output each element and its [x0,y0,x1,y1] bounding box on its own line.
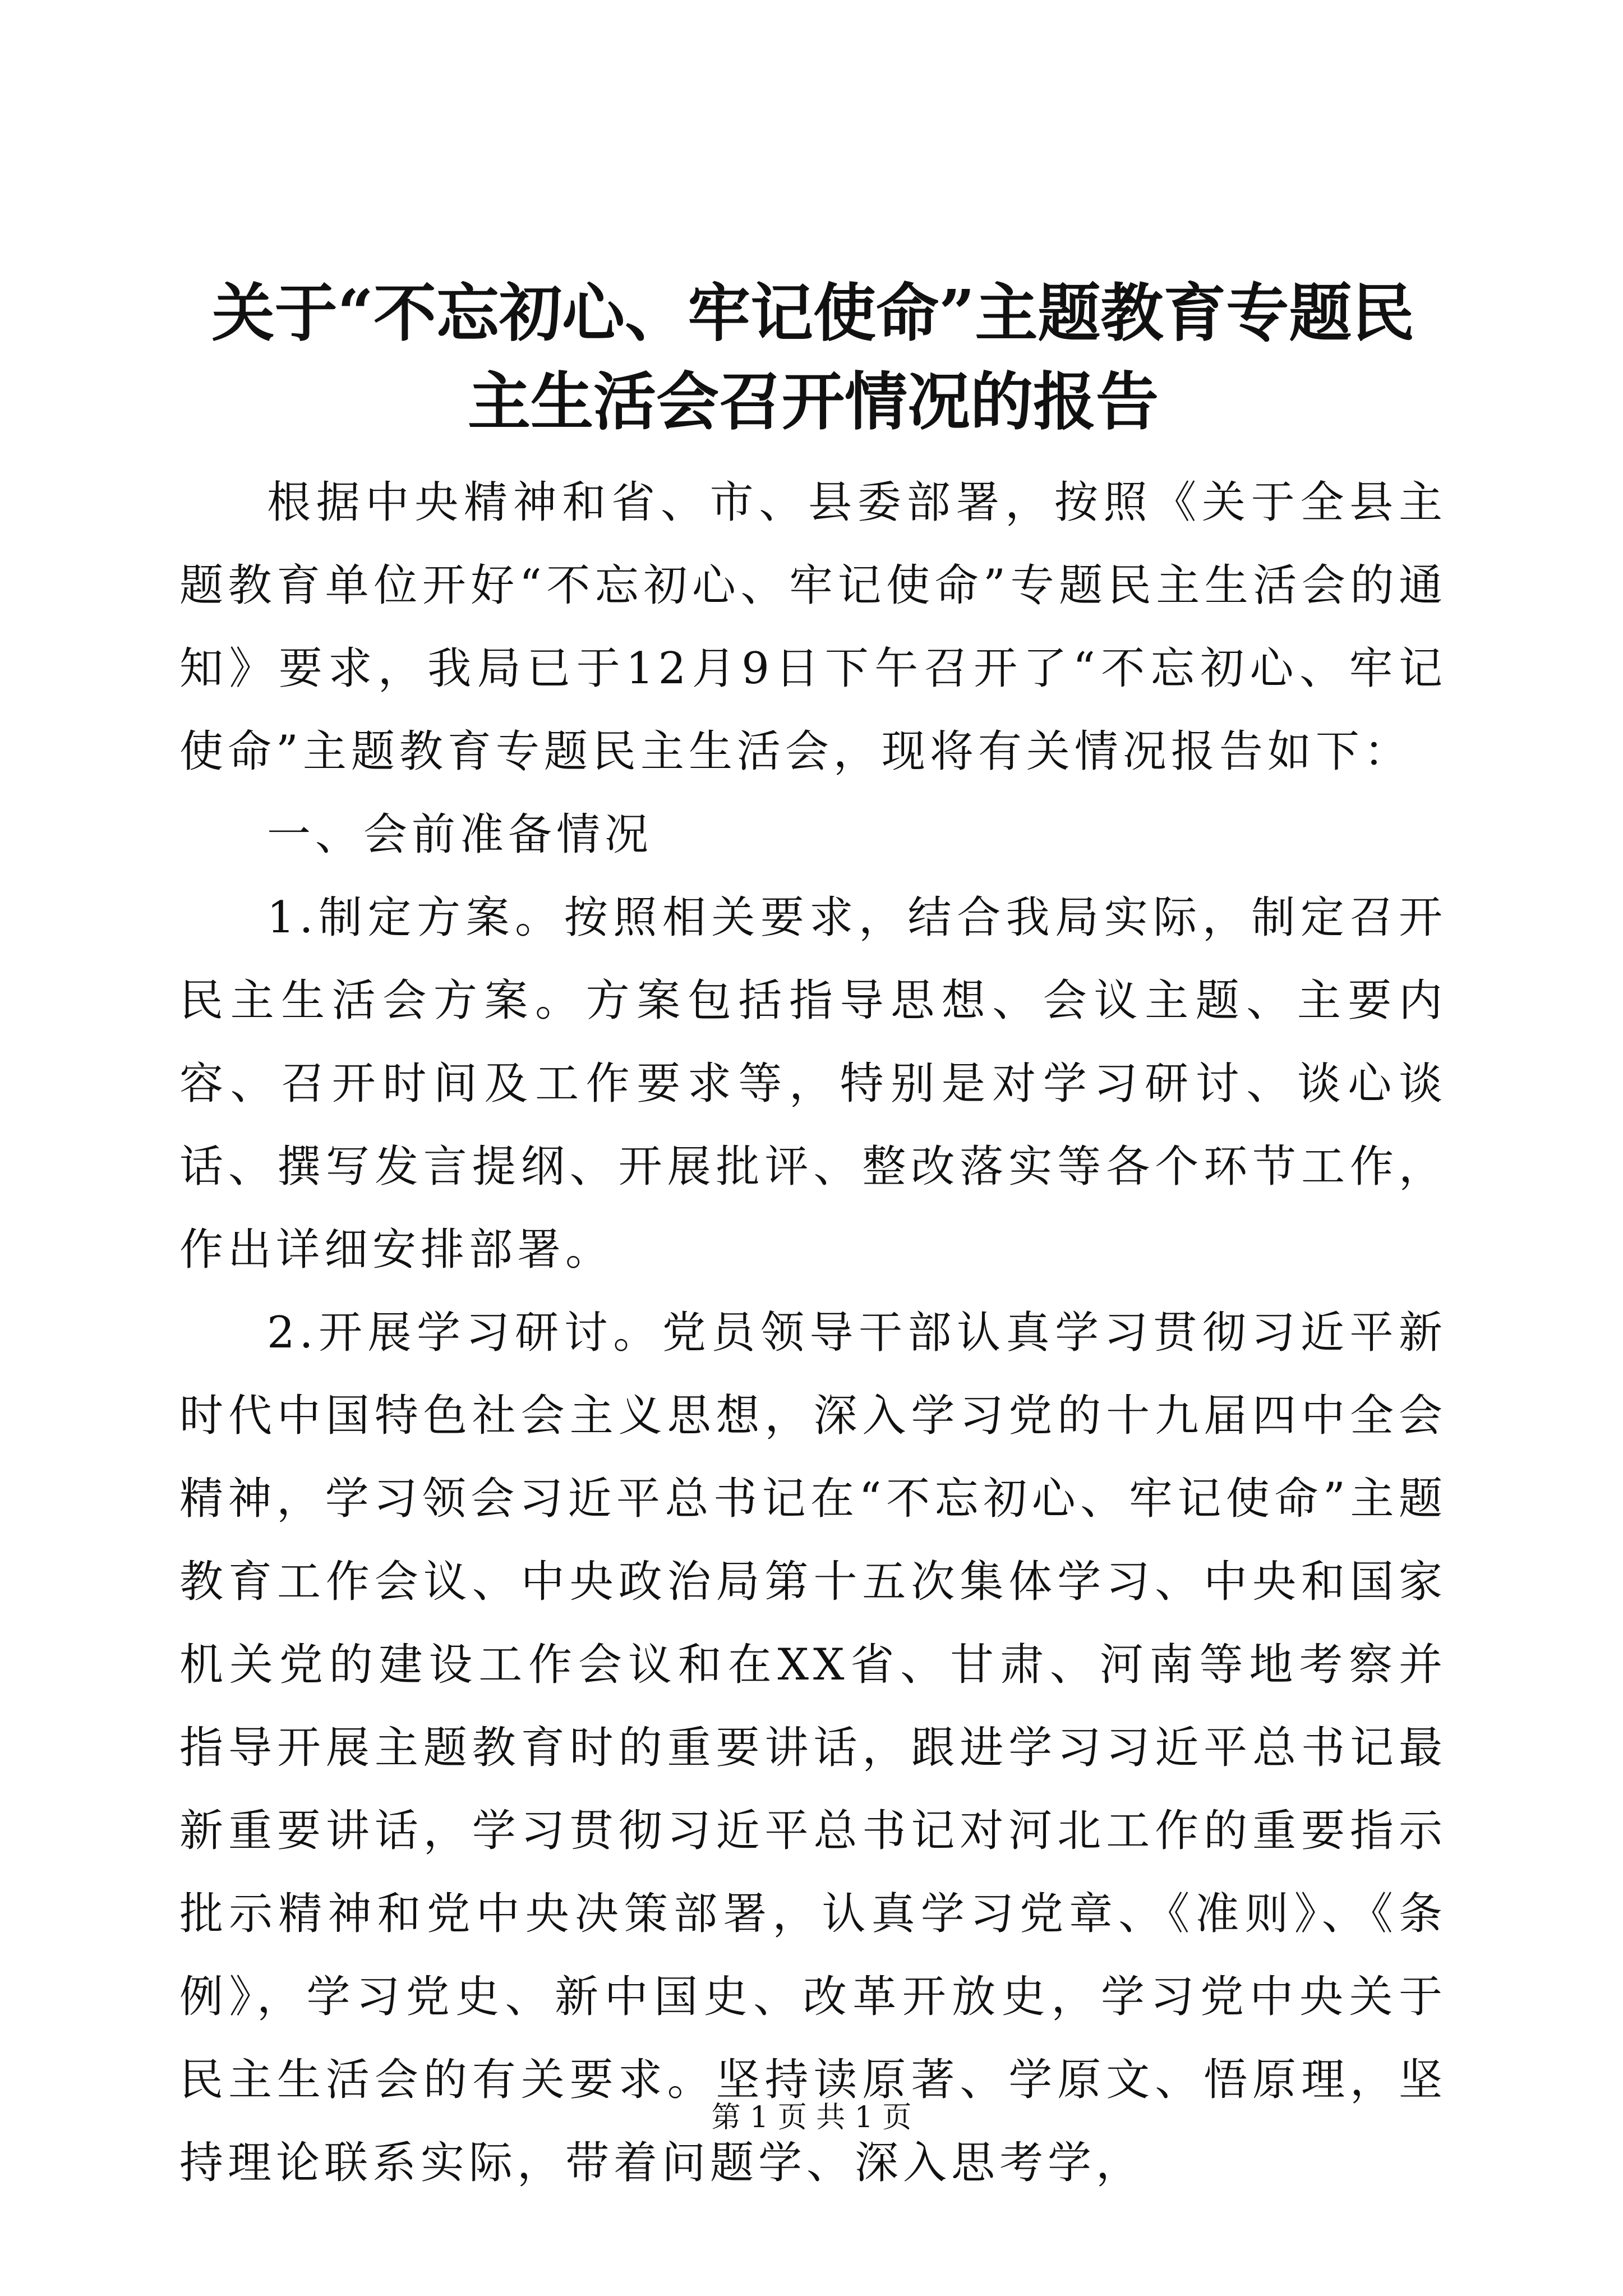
intro-paragraph: 根据中央精神和省、市、县委部署，按照《关于全县主题教育单位开好“不忘初心、牢记使命”专题民主生活会的通知》要求，我局已于12月9日下午召开了“不忘初心、牢记使命”主题教育专题民主生活会，现将有关情况报告如下： [179,477,1447,777]
paragraph-study: 2.开展学习研讨。党员领导干部认真学习贯彻习近平新时代中国特色社会主义思想，深入学习党的十九届四中全会精神，学习领会习近平总书记在“不忘初心、牢记使命”主题教育工作会议、中央政治局第十五次集体学习、中央和国家机关党的建设工作会议和在XX省、甘肃、河南等地考察并指导开展主题教育时的重要讲话，跟进学习习近平总书记最新重要讲话，学习贯彻习近平总书记对河北工作的重要指示批示精神和党中央决策部署，认真学习党章、《准则》、《条例》，学习党史、新中国史、改革开放史，学习党中央关于民主生活会的有关要求。坚持读原著、学原文、悟原理，坚持理论联系实际，带着问题学、深入思考学， [179,1308,1447,2188]
document-body [179,461,1447,2205]
section-heading: 一、会前准备情况 [267,809,653,860]
document-title [140,269,1486,447]
paragraph-plan: 1.制定方案。按照相关要求，结合我局实际，制定召开民主生活会方案。方案包括指导思想、会议主题、主要内容、召开时间及工作要求等，特别是对学习研讨、谈心谈话、撰写发言提纲、开展批评、整改落实等各个环节工作，作出详细安排部署。 [179,892,1447,1275]
title-line-1: 关于“不忘初心、牢记使命”主题教育专题民 [211,277,1415,350]
page-footer: 第 1 页 共 1 页 [711,2101,912,2134]
title-line-2: 主生活会召开情况的报告 [468,365,1159,439]
